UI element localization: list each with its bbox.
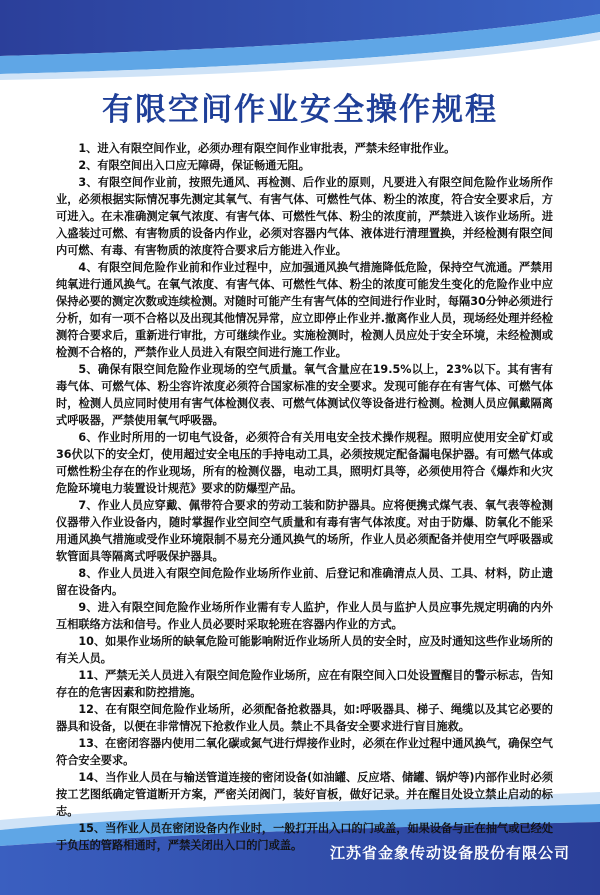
rule-item: 8、作业人员进入有限空间危险作业场所作业前、后登记和准确清点人员、工具、材料，防止遗留在设备内。 [56, 567, 553, 597]
rule-item: 3、有限空间作业前，按照先通风、再检测、后作业的原则，凡要进入有限空间危险作业场所作业，必须根据实际情况事先测定其氧气、有害气体、可燃性气体、粉尘的浓度，符合安全要求后，方可进入。在未准确测定氧气浓度、有害气体、可燃性气体、粉尘的浓度前，严禁进入该作业场所。进入盛装过可燃、有害物质的设备内作业，必须对容器内气体、液体进行清理置换，并经检测有限空间内可燃、有毒、有害物质的浓度符合要求后方能进入作业。 [56, 176, 553, 257]
rule-item: 13、在密闭容器内使用二氧化碳或氮气进行焊接作业时，必须在作业过程中通风换气，确保空气符合安全要求。 [56, 737, 553, 767]
page-title: 有限空间作业安全操作规程 [102, 92, 498, 128]
rule-item: 12、在有限空间危险作业场所，必须配备抢救器具，如:呼吸器具、梯子、绳缆以及其它必要的器具和设备，以便在非常情况下抢救作业人员。禁止不具备安全要求进行盲目施救。 [56, 703, 553, 733]
company-name: 江苏省金象传动设备股份有限公司 [329, 844, 570, 862]
rules-list [56, 140, 553, 854]
rule-item: 1、进入有限空间作业，必须办理有限空间作业审批表，严禁未经审批作业。 [78, 142, 456, 155]
rule-item: 11、严禁无关人员进入有限空间危险作业场所，应在有限空间入口处设置醒目的警示标志，告知存在的危害因素和防控措施。 [56, 669, 553, 699]
rule-item: 10、如果作业场所的缺氧危险可能影响附近作业场所人员的安全时，应及时通知这些作业场所的有关人员。 [56, 635, 553, 665]
rule-item: 6、作业时所用的一切电气设备，必须符合有关用电安全技术操作规程。照明应使用安全矿灯或36伏以下的安全灯，使用超过安全电压的手持电动工具，必须按规定配备漏电保护器。有可燃气体或可燃性粉尘存在的作业现场，所有的检测仪器，电动工具，照明灯具等，必须使用符合《爆炸和火灾危险环境电力装置设计规范》要求的防爆型产品。 [56, 431, 553, 495]
rule-item: 14、当作业人员在与输送管道连接的密闭设备(如油罐、反应塔、储罐、锅炉等)内部作业时必须按工艺图纸确定管道断开方案，严密关闭阀门，装好盲板，做好记录。并在醒目处设立禁止启动的标志。 [56, 771, 553, 818]
rule-item: 15、当作业人员在密闭设备内作业时，一般打开出入口的门或盖，如果设备与正在抽气或已经处于负压的管路相通时，严禁关闭出入口的门或盖。 [56, 822, 553, 852]
rule-item: 7、作业人员应穿戴、佩带符合要求的劳动工装和防护器具。应将便携式煤气表、氧气表等检测仪器带入作业设备内，随时掌握作业空间空气质量和有毒有害气体浓度。对由于防爆、防氧化不能采用通风换气措施或受作业环境限制不易充分通风换气的场所，作业人员必须配备并使用空气呼吸器或软管面具等隔离式呼吸保护器具。 [56, 499, 553, 563]
rule-item: 5、确保有限空间危险作业现场的空气质量。氧气含量应在19.5%以上，23%以下。其有害有毒气体、可燃气体、粉尘容许浓度必须符合国家标准的安全要求。发现可能存在有害气体、可燃气体时，检测人员应同时使用有害气体检测仪表、可燃气体测试仪等设备进行检测。检测人员应佩戴隔离式呼吸器，严禁使用氧气呼吸器。 [56, 363, 553, 427]
rule-item: 2、有限空间出入口应无障碍，保证畅通无阻。 [78, 159, 310, 172]
rule-item: 4、有限空间危险作业前和作业过程中，应加强通风换气措施降低危险，保持空气流通。严禁用纯氧进行通风换气。在氧气浓度、有害气体、可燃性气体、粉尘的浓度可能发生变化的危险作业中应保持必要的测定次数或连续检测。对随时可能产生有害气体的空间进行作业时，每隔30分钟必须进行分析，如有一项不合格以及出现其他情况异常，应立即停止作业并.撤离作业人员，现场经处理并经检测符合要求后，重新进行审批，方可继续作业。实施检测时，检测人员应处于安全环境，未经检测或检测不合格的，严禁作业人员进入有限空间进行施工作业。 [56, 261, 553, 359]
rule-item: 9、进入有限空间危险作业场所作业需有专人监护，作业人员与监护人员应事先规定明确的内外互相联络方法和信号。作业人员必要时采取轮班在容器内作业的方式。 [56, 601, 553, 631]
